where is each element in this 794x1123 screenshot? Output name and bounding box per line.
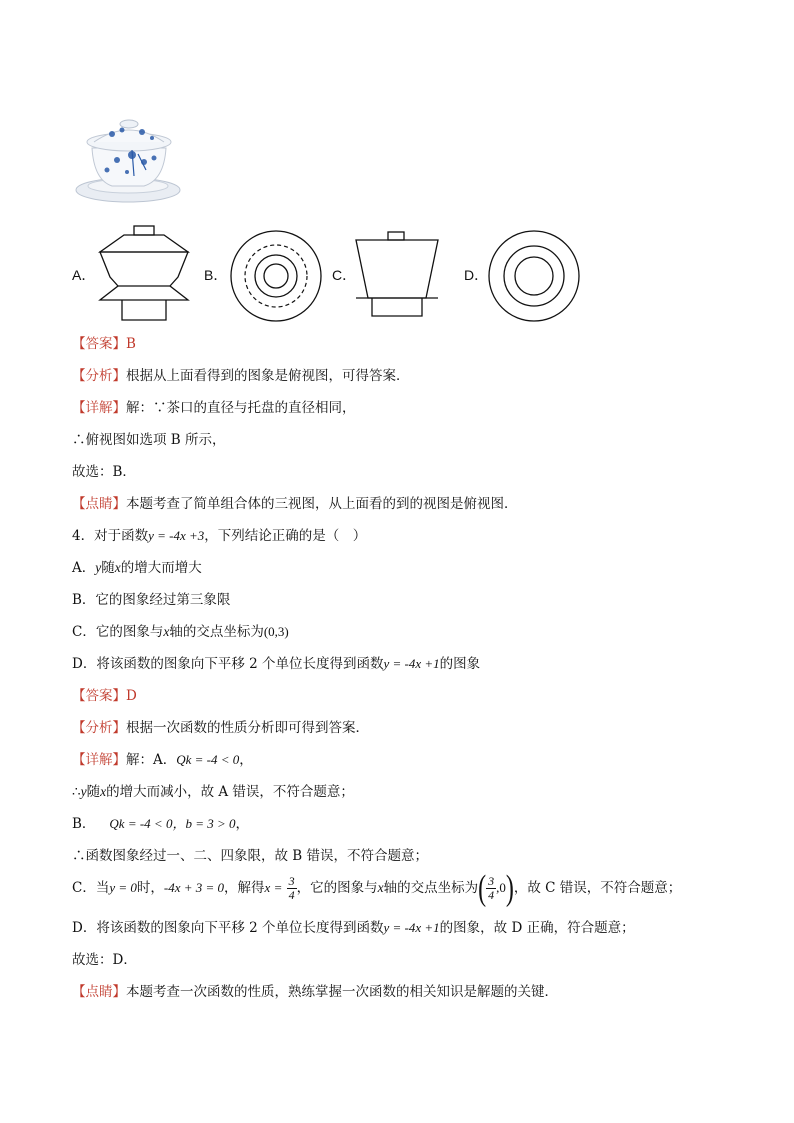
detail-text: 随	[86, 784, 101, 800]
option-a-label: A．	[72, 267, 96, 283]
option-b-figure	[228, 228, 324, 324]
answer-tag: 【答案】	[72, 336, 126, 352]
opt-a-text-end: 的增大而增大	[120, 560, 202, 576]
detail-math: y = 0	[109, 880, 137, 895]
q4-answer	[72, 686, 137, 706]
option-d-figure	[486, 228, 582, 324]
detail-tag: 【详解】	[72, 752, 126, 768]
comment-tag: 【点睛】	[72, 496, 126, 512]
q4-detail-1	[72, 750, 253, 770]
detail-text: 解：∵茶口的直径与托盘的直径相同，	[126, 400, 356, 416]
fraction	[486, 875, 496, 902]
point-zero: ,0	[496, 880, 506, 895]
opt-c-point: (0,3)	[263, 624, 289, 639]
q3-detail-2: ∴俯视图如选项 B 所示，	[72, 432, 226, 448]
q4-stem-text: 4．对于函数	[72, 528, 149, 544]
opt-c-text-mid: 轴的交点坐标为	[169, 624, 264, 640]
opt-c-text: C．它的图象与	[72, 624, 164, 640]
opt-d-text-end: 的图象	[439, 656, 481, 672]
detail-text: 解：A．	[126, 752, 177, 768]
q4-stem-end: ，下列结论正确的是（ ）	[204, 528, 367, 544]
detail-math: y = -4x +1	[383, 920, 440, 935]
detail-text-end: ，	[235, 816, 249, 832]
analysis-tag: 【分析】	[72, 368, 126, 384]
q4-option-d	[72, 654, 480, 674]
detail-tag: 【详解】	[72, 400, 126, 416]
detail-text: ，解得	[224, 880, 265, 896]
var-x: x	[100, 784, 107, 799]
analysis-tag: 【分析】	[72, 720, 126, 736]
comment-text: 本题考查一次函数的性质，熟练掌握一次函数的相关知识是解题的关键．	[126, 984, 558, 1000]
var-x: x	[114, 560, 121, 575]
q4-detail-4: ∴函数图象经过一、二、四象限，故 B 错误，不符合题意；	[72, 848, 429, 864]
comment-tag: 【点睛】	[72, 984, 126, 1000]
answer-value: D	[126, 688, 137, 704]
detail-text: 轴的交点坐标为	[383, 880, 479, 896]
numerator: 3	[488, 874, 495, 888]
left-paren: (	[478, 869, 487, 908]
q4-option-b: B．它的图象经过第三象限	[72, 592, 231, 608]
detail-text-end: ，故 C 错误，不符合题意；	[513, 880, 682, 896]
q3-comment	[72, 494, 518, 514]
opt-d-text: D．将该函数的图象向下平移 2 个单位长度得到函数	[72, 656, 384, 672]
q3-detail	[72, 398, 356, 418]
q4-detail-2	[72, 782, 354, 802]
opt-a-letter: A．	[72, 560, 96, 576]
detail-text-end: 的增大而减小，故 A 错误，不符合题意；	[106, 784, 354, 800]
analysis-text: 根据一次函数的性质分析即可得到答案．	[126, 720, 369, 736]
q4-comment	[72, 982, 558, 1002]
q3-analysis	[72, 366, 410, 386]
detail-math: x =	[264, 880, 283, 895]
answer-tag: 【答案】	[72, 688, 126, 704]
detail-text: C．当	[72, 880, 110, 896]
therefore: ∴	[72, 784, 81, 800]
q4-stem	[72, 526, 366, 546]
q4-detail-6	[72, 918, 635, 938]
detail-math: Qk = -4 < 0，b = 3 > 0	[109, 816, 236, 831]
detail-text-end: ，	[239, 752, 253, 768]
detail-math: -4x + 3 = 0	[163, 880, 225, 895]
detail-text: B．	[72, 816, 96, 832]
option-b-label: B．	[204, 267, 228, 283]
detail-text: 时，	[136, 880, 164, 896]
option-c-label: C．	[332, 267, 357, 283]
answer-value: B	[126, 336, 136, 352]
opt-d-function: y = -4x +1	[383, 656, 440, 671]
var-x: x	[377, 880, 384, 895]
gaiwan-teacup-photo	[72, 110, 192, 210]
q4-analysis	[72, 718, 369, 738]
q3-detail-3: 故选：B．	[72, 464, 136, 480]
q4-detail-5	[72, 869, 682, 908]
analysis-text: 根据从上面看得到的图象是俯视图，可得答案．	[126, 368, 410, 384]
q4-detail-3	[72, 814, 249, 834]
var-x: x	[163, 624, 170, 639]
detail-text: ，它的图象与	[296, 880, 378, 896]
denominator: 4	[488, 888, 495, 902]
fraction	[287, 875, 297, 902]
q4-option-c	[72, 622, 289, 642]
numerator: 3	[288, 874, 295, 888]
option-a-figure	[96, 222, 196, 326]
q4-detail-7: 故选：D．	[72, 952, 137, 968]
detail-text: D．将该函数的图象向下平移 2 个单位长度得到函数	[72, 920, 384, 936]
denominator: 4	[288, 888, 295, 902]
option-d-label: D．	[464, 267, 489, 283]
option-c-figure	[352, 228, 442, 320]
q4-option-a	[72, 558, 202, 578]
detail-math: Qk = -4 < 0	[176, 752, 240, 767]
q3-answer	[72, 334, 136, 354]
comment-text: 本题考查了简单组合体的三视图，从上面看的到的视图是俯视图．	[126, 496, 518, 512]
var-y: y	[95, 560, 102, 575]
opt-a-text: 随	[101, 560, 115, 576]
var-y: y	[80, 784, 87, 799]
q4-function: y = -4x +3	[148, 528, 205, 543]
right-paren: )	[505, 869, 514, 908]
detail-text-end: 的图象，故 D 正确，符合题意；	[439, 920, 635, 936]
